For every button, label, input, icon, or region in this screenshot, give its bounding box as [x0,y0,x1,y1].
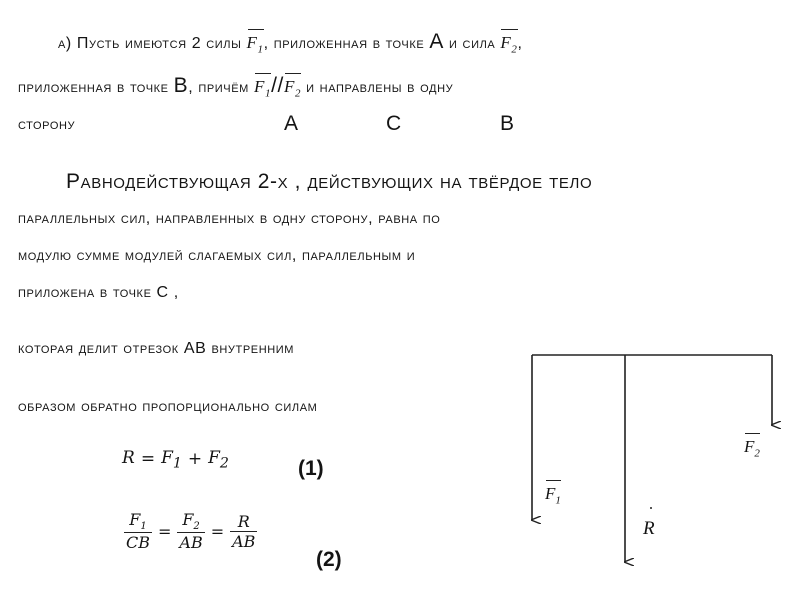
point-b-label: В [500,112,515,135]
fraction-numerator: R [230,512,257,532]
eq-operator: + [187,448,203,469]
vector-subscript: 2 [294,87,302,100]
fraction-denominator: AB [179,533,203,553]
text-span: а) Пусть имеются 2 силы [58,35,247,52]
eq-symbol: F [129,510,141,529]
eq-subscript: 1 [140,521,147,533]
vector-subscript: 1 [555,494,561,507]
equation-1-number: (1) [298,457,324,480]
vector-subscript: 1 [264,87,272,100]
vector-subscript: 2 [754,447,760,460]
text-span: , [517,35,523,52]
text-line-9: образом обратно пропорционально силам [18,398,318,415]
point-c-dot [650,507,652,509]
eq-operator: = [210,521,225,541]
text-span: сторону [18,116,76,133]
eq-operator: = [158,521,172,541]
text-line-8: которая делит отрезок АВ внутренним [18,340,295,357]
equation-2-number: (2) [316,548,342,571]
vector-subscript: 1 [257,43,264,56]
parallel-sign: // [271,74,284,97]
eq-subscript: 2 [219,455,229,472]
label-f1 [545,484,561,506]
point-a-label: А [284,112,299,135]
point-b-label: В [173,74,189,97]
vector-letter: F [253,77,265,96]
eq-symbol: F [182,510,194,529]
eq-symbol: R [122,448,135,468]
eq-operator: = [140,448,156,469]
eq-symbol: F [208,448,220,468]
eq-subscript: 1 [172,455,182,472]
point-c-label: С [386,112,402,135]
text-span: Равнодействующая 2-х , действующих на твёрдое тело [66,170,593,193]
text-span: , причём [188,79,254,96]
fraction-denominator: AB [232,531,256,551]
text-span: приложенная в точке [18,79,174,96]
fraction-denominator: CB [126,533,150,553]
text-line-5: параллельных сил, направленных в одну сторону, равна по [18,210,441,227]
text-span: и сила [443,35,501,52]
text-span: , приложенная в точке [263,35,430,52]
vector-letter: F [246,33,258,52]
vector-letter: F [744,437,755,456]
vector-letter: F [500,33,512,52]
label-f2 [744,437,760,459]
point-a-label: А [429,30,444,53]
eq-symbol: F [161,448,173,468]
vector-letter: F [545,484,556,503]
text-span: и направлены в одну [301,79,454,96]
vector-letter: F [283,77,295,96]
eq-subscript: 2 [193,521,200,533]
label-r: R [643,518,655,539]
text-line-6: модулю сумме модулей слагаемых сил, параллельным и [18,247,416,264]
vector-subscript: 2 [511,43,518,56]
text-line-7: приложена в точке С , [18,284,179,301]
